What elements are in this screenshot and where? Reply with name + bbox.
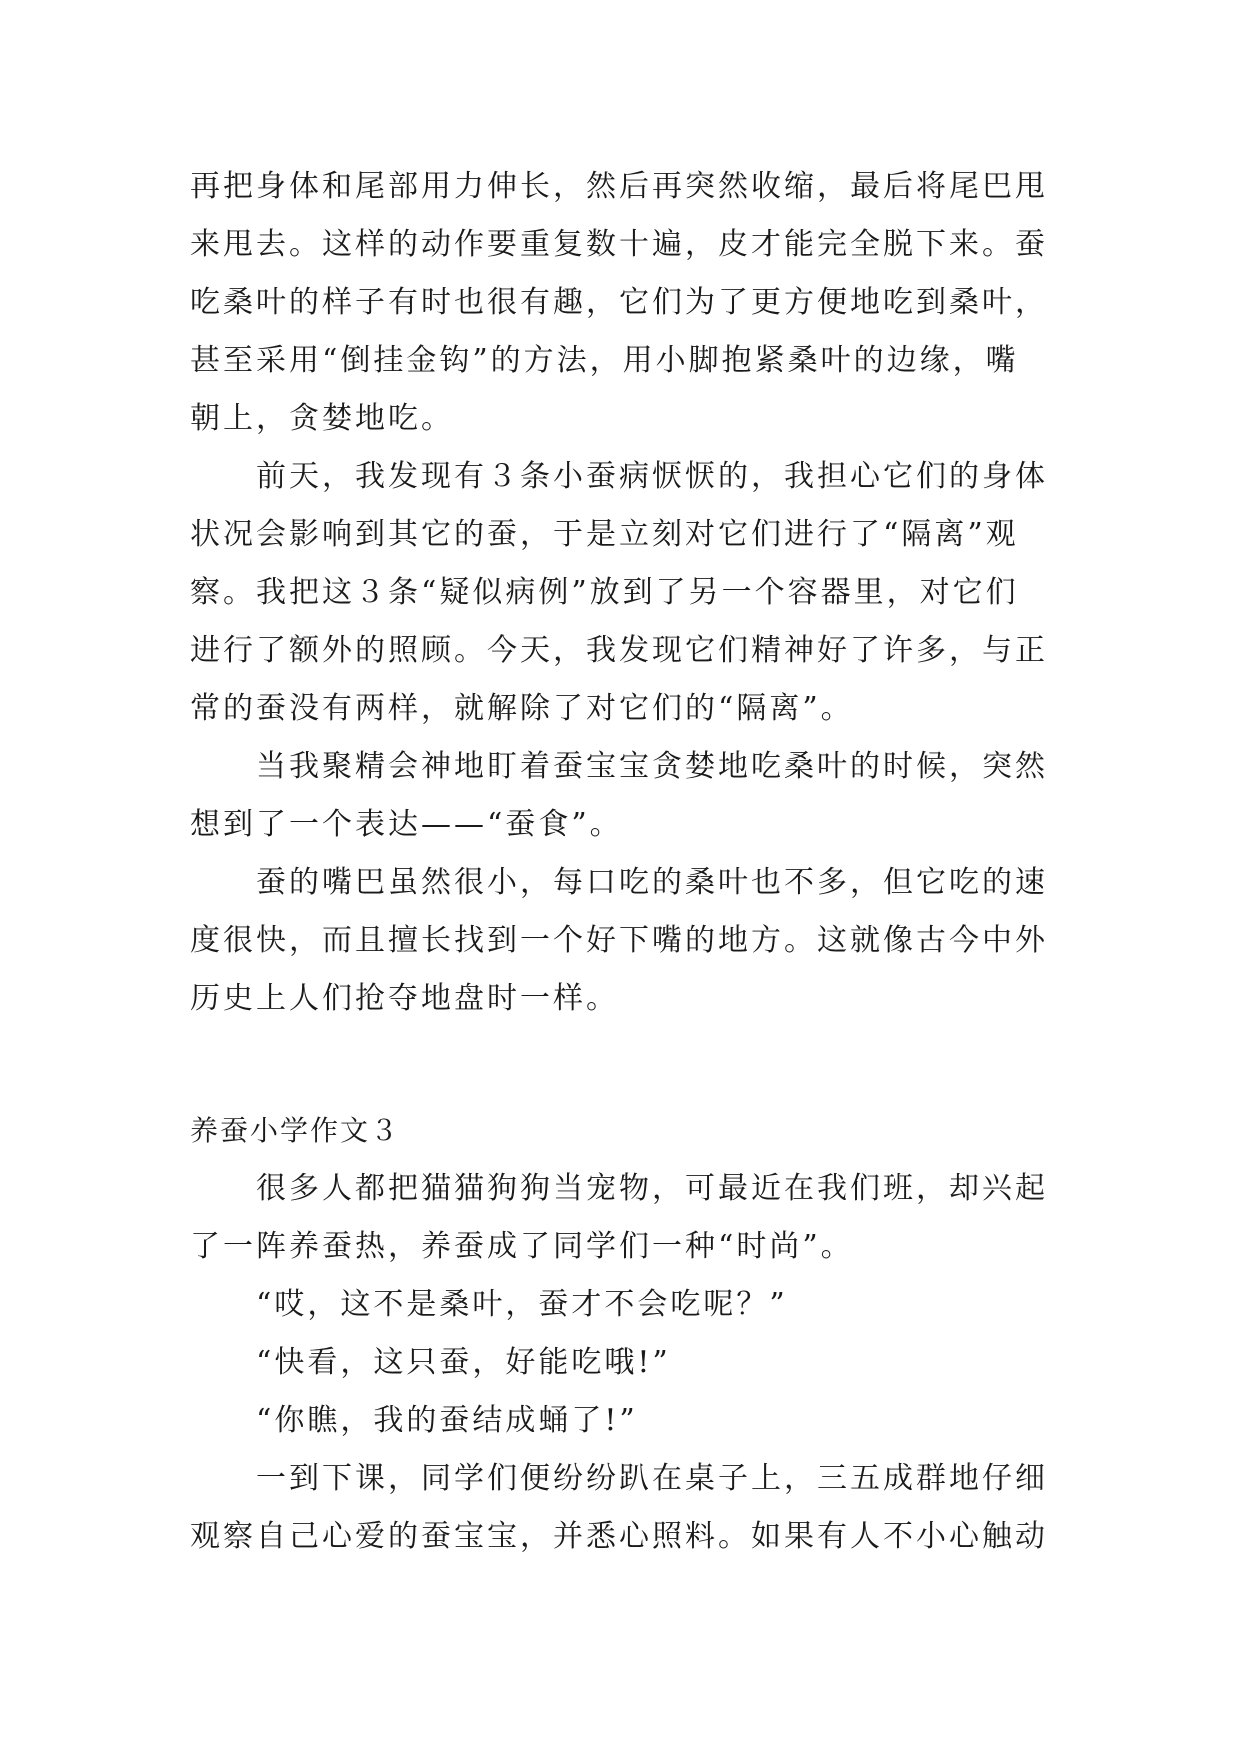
paragraph-line: 常的蚕没有两样，就解除了对它们的“隔离”。 (190, 691, 854, 726)
paragraph-line: 前天，我发现有３条小蚕病恹恹的，我担心它们的身体 (256, 459, 1048, 494)
document-body (190, 158, 1070, 1566)
paragraph-line: 来甩去。这样的动作要重复数十遍，皮才能完全脱下来。蚕 (190, 227, 1048, 262)
paragraph-line: 蚕的嘴巴虽然很小，每口吃的桑叶也不多，但它吃的速 (256, 865, 1048, 900)
paragraph-line: 甚至采用“倒挂金钩”的方法，用小脚抱紧桑叶的边缘，嘴 (190, 343, 1019, 378)
paragraph-line: 再把身体和尾部用力伸长，然后再突然收缩，最后将尾巴甩 (190, 169, 1048, 204)
paragraph-line: 了一阵养蚕热，养蚕成了同学们一种“时尚”。 (190, 1229, 854, 1264)
paragraph-line: 想到了一个表达——“蚕食”。 (190, 807, 623, 842)
section-title: 养蚕小学作文３ (190, 1114, 401, 1147)
paragraph-line: 一到下课，同学们便纷纷趴在桌子上，三五成群地仔细 (256, 1461, 1048, 1496)
paragraph-line: 状况会影响到其它的蚕，于是立刻对它们进行了“隔离”观 (190, 517, 1019, 552)
section-gap (190, 1028, 1070, 1102)
paragraph-line: “你瞧，我的蚕结成蛹了!” (256, 1403, 638, 1438)
paragraph-line: 察。我把这３条“疑似病例”放到了另一个容器里，对它们 (190, 575, 1019, 610)
paragraph-line: 历史上人们抢夺地盘时一样。 (190, 981, 619, 1016)
paragraph-line: 很多人都把猫猫狗狗当宠物，可最近在我们班，却兴起 (256, 1171, 1048, 1206)
paragraph-line: 度很快，而且擅长找到一个好下嘴的地方。这就像古今中外 (190, 923, 1048, 958)
paragraph-line: “哎，这不是桑叶，蚕才不会吃呢？” (256, 1287, 788, 1322)
paragraph-line: “快看，这只蚕，好能吃哦!” (256, 1345, 671, 1380)
paragraph-line: 当我聚精会神地盯着蚕宝宝贪婪地吃桑叶的时候，突然 (256, 749, 1048, 784)
paragraph-line: 吃桑叶的样子有时也很有趣，它们为了更方便地吃到桑叶， (190, 285, 1048, 320)
paragraph-line: 朝上，贪婪地吃。 (190, 401, 454, 436)
paragraph-line: 进行了额外的照顾。今天，我发现它们精神好了许多，与正 (190, 633, 1048, 668)
paragraph-line: 观察自己心爱的蚕宝宝，并悉心照料。如果有人不小心触动 (190, 1519, 1048, 1554)
